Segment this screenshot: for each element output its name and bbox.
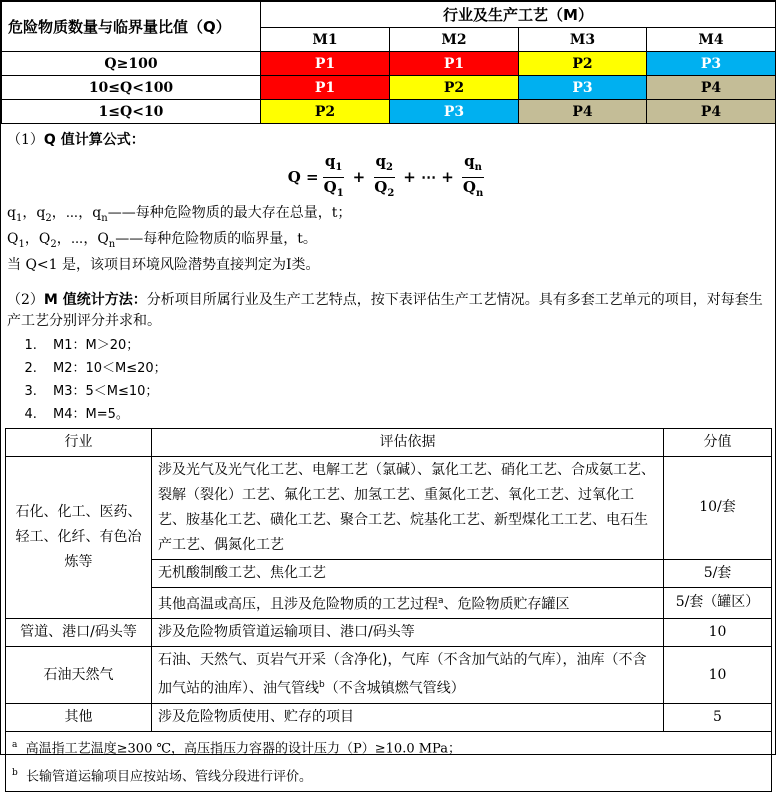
q-formula: [7, 151, 769, 199]
risk-matrix-table: [1, 1, 776, 124]
basis-cell: 石油、天然气、页岩气开采（含净化)，气库（不含加气站的气库），油库（不含加气站的油库）、油气管线$^b$（不含城镇燃气管线）: [152, 647, 664, 704]
matrix-col-header: M1: [261, 28, 390, 52]
table-row: [6, 703, 772, 731]
q-title-number: （1）: [7, 132, 44, 148]
note-a: $^a$ 高温指工艺温度≥300 ℃，高压指压力容器的设计压力（P）≥10.0 MPa；: [12, 739, 461, 757]
matrix-row: [2, 100, 776, 124]
matrix-left-header: 危险物质数量与临界量比值（Q）: [2, 2, 261, 52]
score-cell: 10/套: [664, 456, 772, 559]
matrix-cell: P2: [261, 100, 390, 124]
matrix-cell: P3: [647, 52, 776, 76]
qc-definition-line: $Q_1$，$Q_2$，⋯，$Q_n——$每种危险物质的临界量，t。: [7, 230, 317, 250]
matrix-cell: P1: [261, 76, 390, 100]
matrix-col-header: M2: [390, 28, 519, 52]
table-note-row: [6, 731, 772, 791]
table-header: 行业: [6, 428, 152, 456]
matrix-cell: P4: [647, 100, 776, 124]
matrix-top-header: 行业及生产工艺（M）: [261, 2, 776, 28]
q-rule-line: 当 Q<1 是，该项目环境风险潜势直接判定为I类。: [7, 256, 320, 273]
score-cell: 5: [664, 703, 772, 731]
industry-cell: 石化、化工、医药、轻工、化纤、有色冶炼等: [6, 456, 152, 619]
explanation-body: [1, 124, 775, 426]
formula-lhs: Q =: [287, 167, 319, 186]
score-cell: 5/套（罐区）: [664, 587, 772, 619]
list-item: 4. M4：M=5。: [41, 403, 769, 426]
q-title-text: Q 值计算公式：: [43, 132, 145, 148]
table-header: 评估依据: [152, 428, 664, 456]
formula-term-1: $\frac{q_1}{Q_1}$: [323, 151, 344, 199]
industry-cell: 管道、港口/码头等: [6, 619, 152, 647]
m-title-number: （2）: [7, 291, 44, 308]
score-cell: 10: [664, 619, 772, 647]
industry-cell: 其他: [6, 703, 152, 731]
matrix-cell: P1: [390, 52, 519, 76]
score-cell: 5/套: [664, 559, 772, 587]
basis-cell: 涉及光气及光气化工艺、电解工艺（氯碱）、氯化工艺、硝化工艺、合成氨工艺、裂解（裂化）工艺、氟化工艺、加氢工艺、重氮化工艺、氧化工艺、过氧化工艺、胺基化工艺、磺化工艺、聚合工艺、烷基化工艺、新型煤化工工艺、电石生产工艺、偶氮化工艺: [152, 456, 664, 559]
q-section-title: [7, 130, 769, 151]
matrix-cell: P2: [390, 76, 519, 100]
table-row: [6, 647, 772, 704]
m-level-list: [7, 334, 769, 426]
formula-term-2: $\frac{q_2}{Q_2}$: [374, 151, 395, 199]
m-section-paragraph: [7, 290, 769, 332]
score-cell: 10: [664, 647, 772, 704]
note-b: $^b$ 长输管道运输项目应按站场、管线分段进行评价。: [12, 768, 313, 785]
table-row: [6, 619, 772, 647]
table-header: 分值: [664, 428, 772, 456]
list-item: 3. M3：5＜M≤10；: [41, 380, 769, 403]
matrix-cell: P3: [519, 76, 647, 100]
matrix-row-label: Q≥100: [2, 52, 261, 76]
matrix-row-label: 10≤Q<100: [2, 76, 261, 100]
list-item: 2. M2：10＜M≤20；: [41, 357, 769, 380]
basis-cell: 其他高温或高压，且涉及危险物质的工艺过程$^a$、危险物质贮存罐区: [152, 587, 664, 619]
table-notes: [6, 731, 772, 791]
assessment-table: [5, 428, 772, 792]
formula-plus: +: [352, 167, 366, 186]
matrix-cell: P4: [647, 76, 776, 100]
formula-ellipsis: + ⋯ +: [403, 167, 454, 186]
matrix-row-label: 1≤Q<10: [2, 100, 261, 124]
matrix-cell: P4: [519, 100, 647, 124]
matrix-col-header: M4: [647, 28, 776, 52]
matrix-cell: P2: [519, 52, 647, 76]
matrix-cell: P3: [390, 100, 519, 124]
matrix-row: [2, 52, 776, 76]
basis-cell: 涉及危险物质使用、贮存的项目: [152, 703, 664, 731]
table-row: [6, 456, 772, 559]
industry-cell: 石油天然气: [6, 647, 152, 704]
basis-cell: 涉及危险物质管道运输项目、港口/码头等: [152, 619, 664, 647]
matrix-row: [2, 76, 776, 100]
matrix-cell: P1: [261, 52, 390, 76]
m-description: 分析项目所属行业及生产工艺特点，按下表评估生产工艺情况。具有多套工艺单元的项目，对每套生产工艺分别评分并求和。: [7, 291, 763, 329]
m-title-text: M 值统计方法：: [43, 291, 147, 308]
matrix-col-header: M3: [519, 28, 647, 52]
formula-term-n: $\frac{q_n}{Q_n}$: [462, 151, 484, 199]
q-definition-line: $q_1$，$q_2$，⋯，$q_n——$每种危险物质的最大存在总量，t；: [7, 205, 352, 224]
basis-cell: 无机酸制酸工艺、焦化工艺: [152, 559, 664, 587]
list-item: 1. M1：M＞20；: [41, 334, 769, 357]
